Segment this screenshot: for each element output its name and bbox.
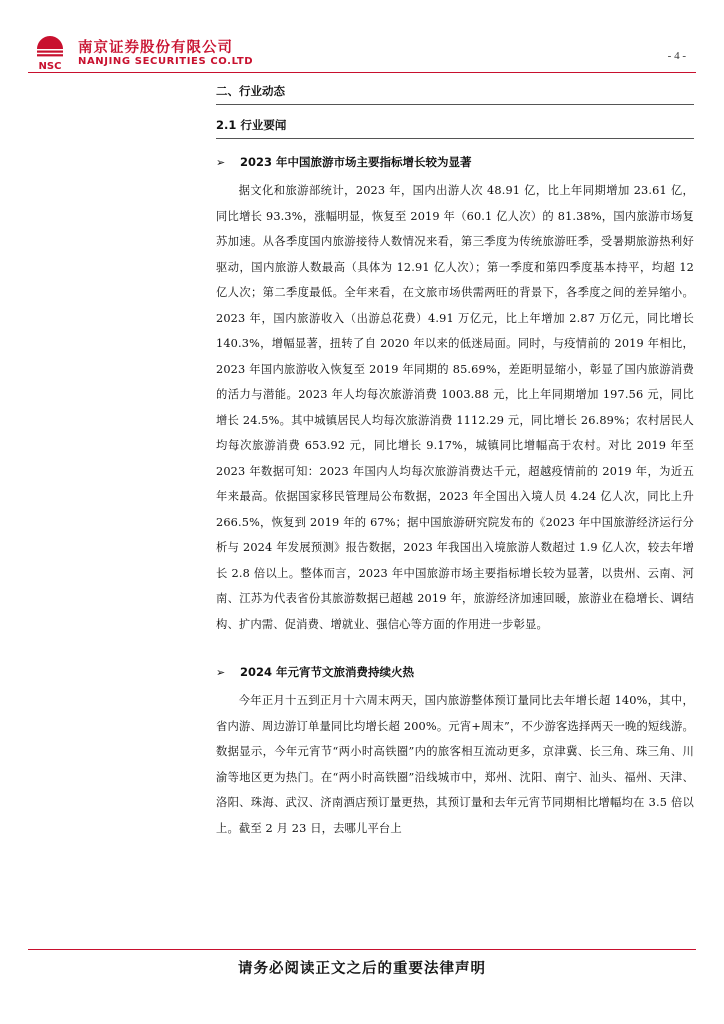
company-name-cn: 南京证券股份有限公司	[78, 40, 233, 56]
section-divider	[216, 104, 694, 105]
legal-disclaimer: 请务必阅读正文之后的重要法律声明	[238, 961, 486, 977]
arrow-bullet-icon: ➢	[216, 155, 226, 169]
subsection-divider	[216, 138, 694, 139]
nsc-logo-icon	[30, 34, 70, 72]
main-content	[216, 82, 694, 841]
subsection-heading: 2.1 行业要闻	[216, 118, 287, 132]
article-title-row	[216, 661, 694, 683]
article-title: 2023 年中国旅游市场主要指标增长较为显著	[240, 155, 472, 169]
article-title-row	[216, 151, 694, 173]
footer-divider	[28, 949, 696, 950]
page-header	[30, 30, 694, 74]
page-number: - 4 -	[667, 50, 686, 62]
article-body: 今年正月十五到正月十六周末两天，国内旅游整体预订量同比去年增长超 140%，其中，省内游、周边游订单量同比均增长超 200%。元宵+周末”，不少游客选择两天一晚的短线游。数据显示，今年元宵节“两小时高铁圈”内的旅客相互流动更多，京津冀、长三角、珠三角、川渝等地区更为热门。在“两小时高铁圈”沿线城市中，郑州、沈阳、南宁、汕头、福州、天津、洛阳、珠海、武汉、济南酒店预订量更热，其预订量和去年元宵节同期相比增幅均在 3.5 倍以上。截至 2 月 23 日，去哪儿平台上	[216, 694, 694, 835]
article-title: 2024 年元宵节文旅消费持续火热	[240, 665, 415, 679]
header-divider	[28, 72, 696, 73]
logo-text: NSC	[38, 61, 62, 72]
company-name-en: NANJING SECURITIES CO.LTD	[78, 56, 254, 67]
section-heading: 二、行业动态	[216, 84, 285, 98]
article-body: 据文化和旅游部统计，2023 年，国内出游人次 48.91 亿，比上年同期增加 23.61 亿，同比增长 93.3%，涨幅明显，恢复至 2019 年（60.1 亿人次）的 81.38%，国内旅游市场复苏加速。从各季度国内旅游接待人数情况来看，第三季度为传统旅游旺季，受暑期旅游热利好驱动，国内旅游人数最高（具体为 12.91 亿人次）；第一季度和第四季度基本持平，均超 12 亿人次；第二季度最低。全年来看，在文旅市场供需两旺的背景下，各季度之间的差异缩小。2023 年，国内旅游收入（出游总花费）4.91 万亿元，比上年增加 2.87 万亿元，同比增长 140.3%，增幅显著，扭转了自 2020 年以来的低迷局面。同时，与疫情前的 2019 年相比，2023 年国内旅游收入恢复至 2019 年同期的 85.69%，差距明显缩小，彰显了国内旅游消费的活力与潜能。2023 年人均每次旅游消费 1003.88 元，比上年同期增加 197.56 元，同比增长 24.5%。其中城镇居民人均每次旅游消费 1112.29 元，同比增长 26.89%；农村居民人均每次旅游消费 653.92 元，同比增长 9.17%，城镇同比增幅高于农村。对比 2019 年至 2023 年数据可知：2023 年国内人均每次旅游消费达千元，超越疫情前的 2019 年，为近五年来最高。依据国家移民管理局公布数据，2023 年全国出入境人员 4.24 亿人次，同比上升 266.5%，恢复到 2019 年的 67%；据中国旅游研究院发布的《2023 年中国旅游经济运行分析与 2024 年发展预测》报告数据，2023 年我国出入境旅游人数超过 1.9 亿人次，较去年增长 2.8 倍以上。整体而言，2023 年中国旅游市场主要指标增长较为显著，以贵州、云南、河南、江苏为代表省份其旅游数据已超越 2019 年，旅游经济加速回暖，旅游业在稳增长、调结构、扩内需、促消费、增就业、强信心等方面的作用进一步彰显。	[216, 184, 694, 631]
arrow-bullet-icon: ➢	[216, 665, 226, 679]
